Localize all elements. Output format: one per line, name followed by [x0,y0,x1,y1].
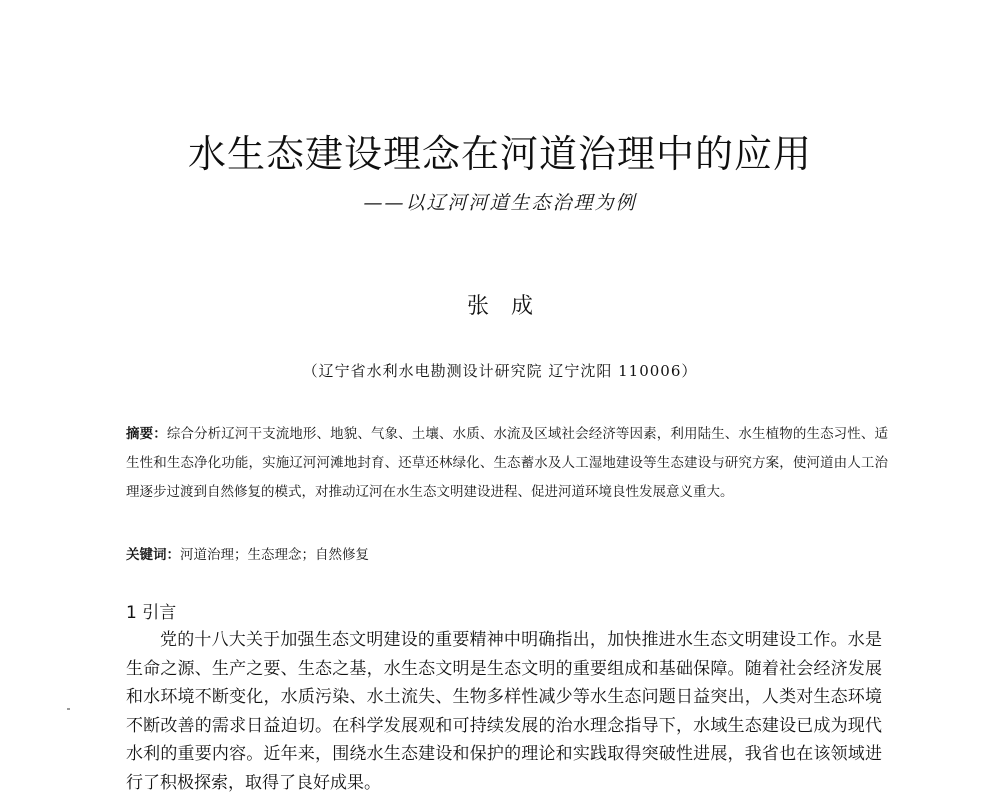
keywords [126,541,888,570]
keywords-text: 河道治理；生态理念；自然修复 [180,547,369,563]
abstract-text: 综合分析辽河干支流地形、地貌、气象、土壤、水质、水流及区域社会经济等因素，利用陆生、水生植物的生态习性、适生性和生态净化功能，实施辽河河滩地封育、还草还林绿化、生态蓄水及人工湿地建设等生态建设与研究方案，使河道由人工治理逐步过渡到自然修复的模式，对推动辽河在水生态文明建设进程、促进河道环境良性发展意义重大。 [126,426,888,500]
paper-subtitle: ——以辽河河道生态治理为例 [363,192,637,214]
scan-mark [67,708,70,710]
abstract [126,420,888,507]
body-paragraph: 党的十八大关于加强生态文明建设的重要精神中明确指出，加快推进水生态文明建设工作。水是生命之源、生产之要、生态之基，水生态文明是生态文明的重要组成和基础保障。随着社会经济发展和水环境不断变化，水质污染、水土流失、生物多样性减少等水生态问题日益突出，人类对生态环境不断改善的需求日益迫切。在科学发展观和可持续发展的治水理念指导下，水域生态建设已成为现代水利的重要内容。近年来，围绕水生态建设和保护的理论和实践取得突破性进展，我省也在该领域进行了积极探索，取得了良好成果。 [126,630,882,793]
abstract-label: 摘要： [126,426,167,442]
author-name: 张成 [466,294,555,319]
keywords-label: 关键词： [126,547,180,563]
paper-title: 水生态建设理念在河道治理中的应用 [187,132,812,176]
section-heading: 1 引言 [126,603,177,623]
author-affiliation: （辽宁省水利水电勘测设计研究院 辽宁沈阳 110006） [302,362,698,380]
